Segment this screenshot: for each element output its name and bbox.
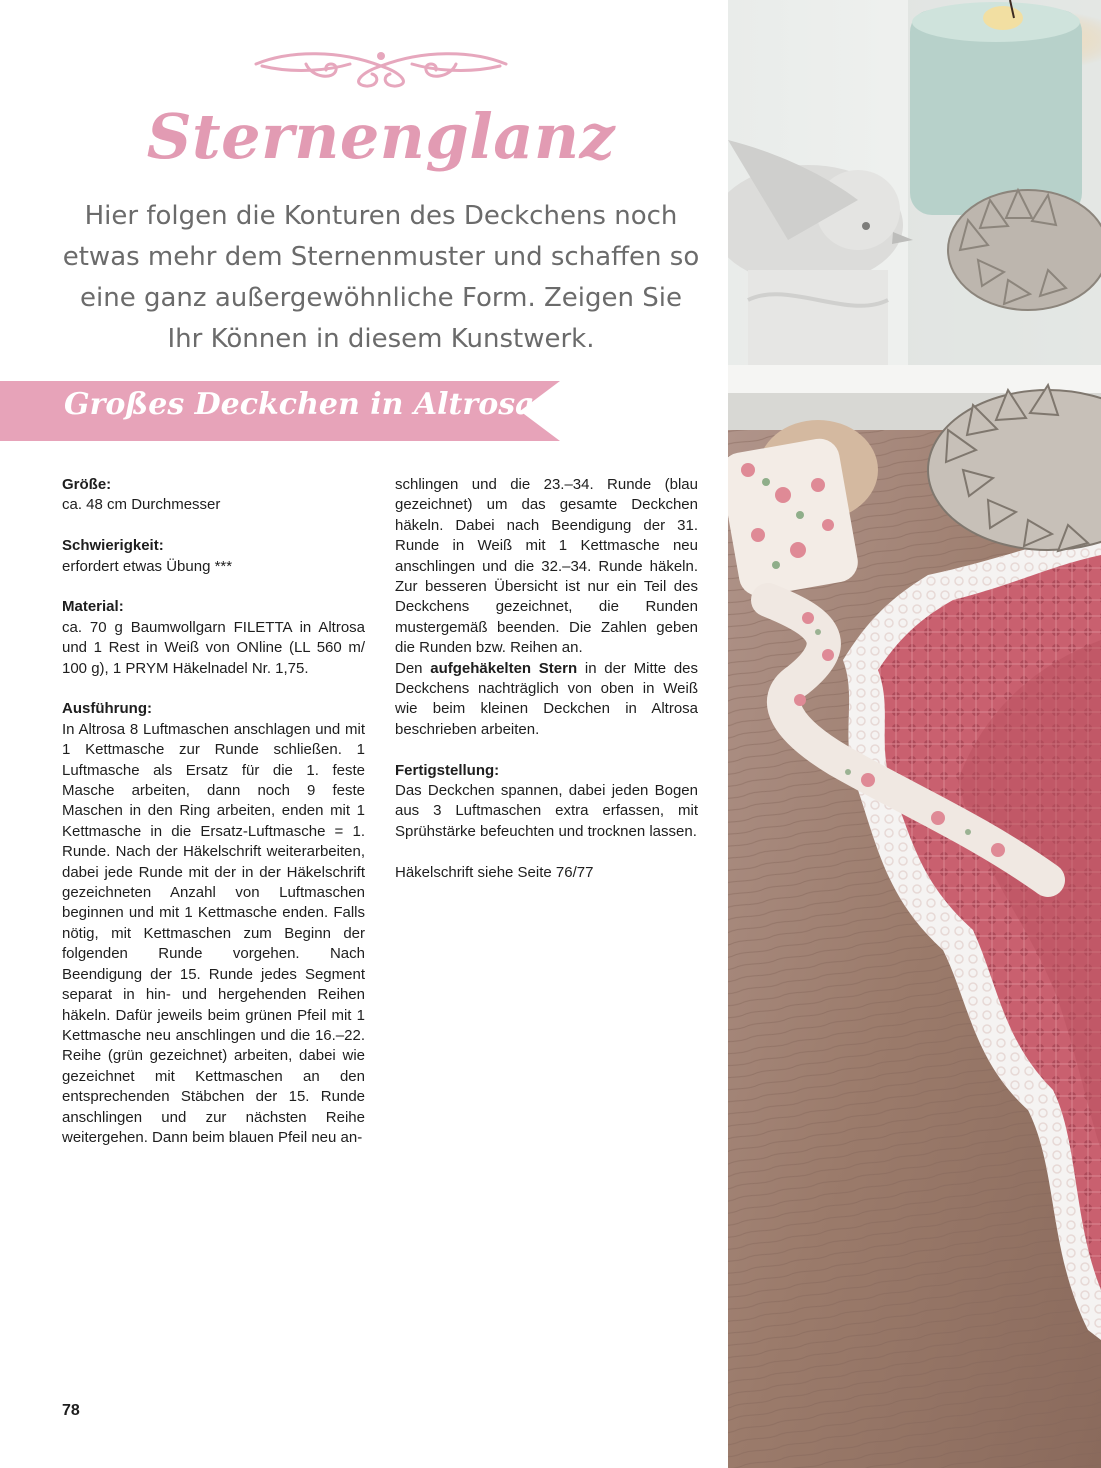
star-paragraph — [395, 659, 698, 741]
star-text-bold: aufgehäkelten Stern — [430, 659, 578, 677]
difficulty-label: Schwierigkeit: — [62, 537, 164, 555]
text-column-left — [62, 475, 365, 1148]
star-text-before: Den — [395, 659, 431, 677]
page-title: Sternenglanz — [146, 100, 616, 173]
page-number: 78 — [62, 1402, 80, 1419]
doily-candle-pinecone-photo — [728, 0, 1101, 1468]
flourish-ornament-icon — [250, 44, 512, 90]
star-text-after: in der Mitte des Deckchens nachträglich von oben in Weiß wie beim kleinen Deckchen in Altrosa beschrieben arbeiten. — [395, 659, 699, 738]
material-text: ca. 70 g Baumwollgarn FILETTA in Altrosa und 1 Rest in Weiß von ONline (LL 560 m/ 100 g), 1 PRYM Häkelnadel Nr. 1,75. — [62, 618, 365, 677]
text-column-right — [395, 475, 698, 883]
section-banner — [0, 381, 560, 441]
difficulty-text: erfordert etwas Übung *** — [62, 557, 233, 575]
material-label: Material: — [62, 598, 124, 616]
finishing-text: Das Deckchen spannen, dabei jeden Bogen aus 3 Luftmaschen extra erfassen, mit Sprühstärke befeuchten und trocknen lassen. — [395, 782, 698, 840]
size-text: ca. 48 cm Durchmesser — [62, 496, 221, 514]
chart-reference-text: Häkelschrift siehe Seite 76/77 — [395, 863, 594, 881]
instructions-label: Ausführung: — [62, 700, 152, 718]
intro-text: Hier folgen die Konturen des Deckchens noch etwas mehr dem Sternenmuster und schaffen so eine ganz außergewöhnliche Form. Zeigen Sie Ihr Können in diesem Kunstwerk. — [62, 201, 700, 354]
finishing-label: Fertigstellung: — [395, 761, 500, 779]
banner-title: Großes Deckchen in Altrosa — [64, 387, 535, 422]
instructions-text: In Altrosa 8 Luftmaschen anschlagen und mit 1 Kettmasche zur Runde schließen. 1 Luftmasche als Ersatz für die 1. feste Masche arbeiten, dann noch 9 feste Maschen in den Ring arbeiten, enden mit 1 Kettmasche in die Ersatz-Luftmasche = 1. Runde. Nach der Häkelschrift weiterarbeiten, dabei jede Runde mit der in der Häkelschrift gezeichneten Anzahl von Luftmaschen beginnen und mit 1 Kettmasche enden. Falls nötig, mit Kettmaschen zum Beginn der folgenden Runde vorgehen. Nach Beendigung der 15. Runde jedes Segment separat in hin- und hergehenden Reihen häkeln. Dafür jeweils beim grünen Pfeil mit 1 Kettmasche neu anschlingen und die 16.–22. Reihe (grün gezeichnet) arbeiten, dabei wie gezeichnet mit Kettmaschen an den entsprechenden Stäbchen der 15. Runde anschlingen und zur nächsten Reihe weitergehen. Dann beim blauen Pfeil neu an- — [62, 720, 365, 1146]
size-label: Größe: — [62, 476, 112, 493]
instructions-continued-text: schlingen und die 23.–34. Runde (blau gezeichnet) um das gesamte Deckchen häkeln. Dabei nach Beendigung der 31. Runde in Weiß mit 1 Kettmasche neu anschlingen und die 32.–34. Runde häkeln. Zur besseren Übersicht ist nur ein Teil des Deckchens gezeichnet, die Runden mustergemäß beenden. Die Zahlen geben die Runden bzw. Reihen an. — [395, 476, 698, 657]
